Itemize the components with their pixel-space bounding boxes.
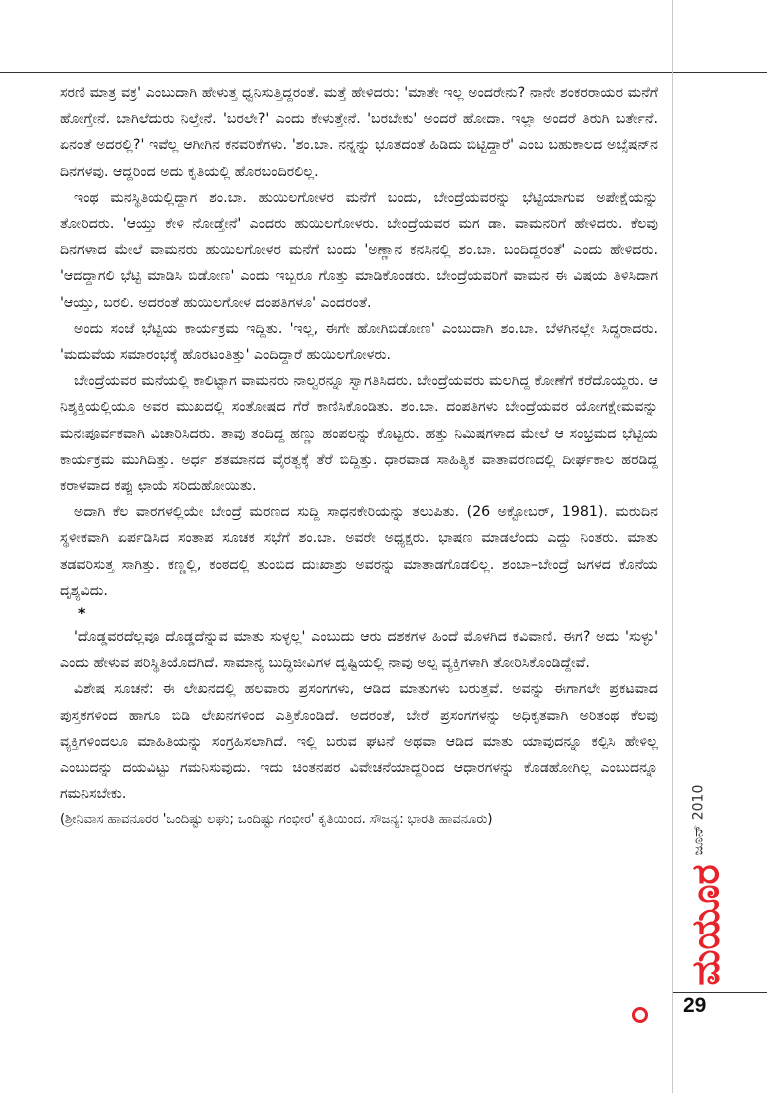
article-body [60, 80, 658, 834]
footer-rule [673, 992, 767, 993]
paragraph-5: ಅದಾಗಿ ಕೆಲ ವಾರಗಳಲ್ಲಿಯೇ ಬೇಂದ್ರೆ ಮರಣದ ಸುದ್ದಿ ಸಾಧನಕೇರಿಯನ್ನು ತಲುಪಿತು. (26 ಅಕ್ಟೋಬರ್, 1981). ಮರುದಿನ ಸ್ಥಳೀಕವಾಗಿ ಏರ್ಪಡಿಸಿದ ಸಂತಾಪ ಸೂಚಕ ಸಭೆಗೆ ಶಂ.ಬಾ. ಅವರೇ ಅಧ್ಯಕ್ಷರು. ಭಾಷಣ ಮಾಡಲೆಂದು ಎದ್ದು ನಿಂತರು. ಮಾತು ತಡವರಿಸುತ್ತ ಸಾಗಿತ್ತು. ಕಣ್ಣಲ್ಲಿ, ಕಂಠದಲ್ಲಿ ತುಂಬಿದ ದುಃಖಾಶ್ರು ಅವರನ್ನು ಮಾತಾಡಗೊಡಲಿಲ್ಲ. ಶಂಬಾ–ಬೇಂದ್ರೆ ಜಗಳದ ಕೊನೆಯ ದೃಶ್ಯವಿದು. [60, 504, 658, 599]
paragraph-4: ಬೇಂದ್ರೆಯವರ ಮನೆಯಲ್ಲಿ ಕಾಲಿಟ್ಟಾಗ ವಾಮನರು ನಾಲ್ವರನ್ನೂ ಸ್ವಾಗತಿಸಿದರು. ಬೇಂದ್ರೆಯವರು ಮಲಗಿದ್ದ ಕೋಣೆಗೆ ಕರೆದೊಯ್ದರು. ಆ ನಿಶ್ಶಕ್ತಿಯಲ್ಲಿಯೂ ಅವರ ಮುಖದಲ್ಲಿ ಸಂತೋಷದ ಗೆರೆ ಕಾಣಿಸಿಕೊಂಡಿತು. ಶಂ.ಬಾ. ದಂಪತಿಗಳು ಬೇಂದ್ರೆಯವರ ಯೋಗಕ್ಷೇಮವನ್ನು ಮನಃಪೂರ್ವಕವಾಗಿ ವಿಚಾರಿಸಿದರು. ತಾವು ತಂದಿದ್ದ ಹಣ್ಣು ಹಂಪಲನ್ನು ಕೊಟ್ಟರು. ಹತ್ತು ನಿಮಿಷಗಳಾದ ಮೇಲೆ ಆ ಸಂಭ್ರಮದ ಭೆಟ್ಟಿಯ ಕಾರ್ಯಕ್ರಮ ಮುಗಿದಿತ್ತು. ಅರ್ಧ ಶತಮಾನದ ವೈರತ್ವಕ್ಕೆ ತೆರೆ ಬಿದ್ದಿತ್ತು. ಧಾರವಾಡ ಸಾಹಿತ್ಯಿಕ ವಾತಾವರಣದಲ್ಲಿ ದೀರ್ಘಕಾಲ ಹರಡಿದ್ದ ಕರಾಳವಾದ ಕಪ್ಪು ಛಾಯೆ ಸರಿದುಹೋಯಿತು. [60, 373, 658, 495]
sidebar-divider [672, 0, 673, 1093]
magazine-name: ಮಯೂರ [683, 864, 728, 986]
top-rule [0, 72, 767, 73]
source-credit: (ಶ್ರೀನಿವಾಸ ಹಾವನೂರರ 'ಒಂದಿಷ್ಟು ಲಘು; ಒಂದಿಷ್ಟು ಗಂಭೀರ' ಕೃತಿಯಿಂದ. ಸೌಜನ್ಯ: ಭಾರತಿ ಹಾವನೂರು) [60, 812, 493, 828]
issue-date [673, 760, 723, 880]
magazine-logo [683, 864, 728, 986]
paragraph-2: ಇಂಥ ಮನಸ್ಥಿತಿಯಲ್ಲಿದ್ದಾಗ ಶಂ.ಬಾ. ಹುಯಿಲಗೋಳರ ಮನೆಗೆ ಬಂದು, ಬೇಂದ್ರೆಯವರನ್ನು ಭೆಟ್ಟಿಯಾಗುವ ಅಪೇಕ್ಷೆಯನ್ನು ತೋರಿದರು. 'ಆಯ್ತು ಕೇಳಿ ನೋಡ್ತೇನೆ' ಎಂದರು ಹುಯಿಲಗೋಳರು. ಬೇಂದ್ರೆಯವರ ಮಗ ಡಾ. ವಾಮನರಿಗೆ ಹೇಳಿದರು. ಕೆಲವು ದಿನಗಳಾದ ಮೇಲೆ ವಾಮನರು ಹುಯಿಲಗೋಳರ ಮನೆಗೆ ಬಂದು 'ಅಣ್ಣಾನ ಕನಸಿನಲ್ಲಿ ಶಂ.ಬಾ. ಬಂದಿದ್ದರಂತೆ' ಎಂದು ಹೇಳಿದರು. 'ಆದದ್ದಾಗಲಿ ಭೆಟ್ಟಿ ಮಾಡಿಸಿ ಬಿಡೋಣ' ಎಂದು ಇಬ್ಬರೂ ಗೊತ್ತು ಮಾಡಿಕೊಂಡರು. ಬೇಂದ್ರೆಯವರಿಗೆ ವಾಮನ ಈ ವಿಷಯ ತಿಳಿಸಿದಾಗ 'ಆಯ್ತು, ಬರಲಿ. ಅದರಂತೆ ಹುಯಿಲಗೋಳ ದಂಪತಿಗಳೂ' ಎಂದರಂತೆ. [60, 189, 658, 311]
paragraph-6: 'ದೊಡ್ಡವರದೆಲ್ಲವೂ ದೊಡ್ಡದೆನ್ನುವ ಮಾತು ಸುಳ್ಳಲ್ಲ' ಎಂಬುದು ಆರು ದಶಕಗಳ ಹಿಂದೆ ಮೊಳಗಿದ ಕವಿವಾಣಿ. ಈಗ? ಅದು 'ಸುಳ್ಳು' ಎಂದು ಹೇಳುವ ಪರಿಸ್ಥಿತಿಯೊದಗಿದೆ. ಸಾಮಾನ್ಯ ಬುದ್ಧಿಜೀವಿಗಳ ದೃಷ್ಟಿಯಲ್ಲಿ ನಾವು ಅಲ್ಪ ವ್ಯಕ್ತಿಗಳಾಗಿ ತೋರಿಸಿಕೊಂಡಿದ್ದೇವೆ. [60, 629, 658, 672]
paragraph-3: ಅಂದು ಸಂಜೆ ಭೆಟ್ಟಿಯ ಕಾರ್ಯಕ್ರಮ ಇದ್ದಿತು. 'ಇಲ್ಲ, ಈಗೇ ಹೋಗಿಬಿಡೋಣ' ಎಂಬುದಾಗಿ ಶಂ.ಬಾ. ಬೆಳಗಿನಲ್ಲೇ ಸಿದ್ಧರಾದರು. 'ಮದುವೆಯ ಸಮಾರಂಭಕ್ಕೆ ಹೊರಟಂತಿತ್ತು' ಎಂದಿದ್ದಾರೆ ಹುಯಿಲಗೋಳರು. [60, 320, 658, 364]
section-separator: * [78, 606, 86, 623]
special-note: ವಿಶೇಷ ಸೂಚನೆ: ಈ ಲೇಖನದಲ್ಲಿ ಹಲವಾರು ಪ್ರಸಂಗಗಳು, ಆಡಿದ ಮಾತುಗಳು ಬರುತ್ತವೆ. ಅವನ್ನು ಈಗಾಗಲೇ ಪ್ರಕಟವಾದ ಪುಸ್ತಕಗಳಿಂದ ಹಾಗೂ ಬಿಡಿ ಲೇಖನಗಳಿಂದ ಎತ್ತಿಕೊಂಡಿದೆ. ಅದರಂತೆ, ಬೇರೆ ಪ್ರಸಂಗಗಳನ್ನು ಅಧಿಕೃತವಾಗಿ ಅರಿತಂಥ ಕೆಲವು ವ್ಯಕ್ತಿಗಳಿಂದಲೂ ಮಾಹಿತಿಯನ್ನು ಸಂಗ್ರಹಿಸಲಾಗಿದೆ. ಇಲ್ಲಿ ಬರುವ ಘಟನೆ ಅಥವಾ ಆಡಿದ ಮಾತು ಯಾವುದನ್ನೂ ಕಲ್ಪಿಸಿ ಹೇಳಿಲ್ಲ ಎಂಬುದನ್ನು ದಯವಿಟ್ಟು ಗಮನಿಸುವುದು. ಇದು ಚಿಂತನಪರ ವಿವೇಚನೆಯಾದ್ದರಿಂದ ಆಧಾರಗಳನ್ನು ಕೊಡಹೋಗಿಲ್ಲ ಎಂಬುದನ್ನೂ ಗಮನಿಸಬೇಕು. [60, 681, 658, 803]
page-number: 29 [683, 994, 707, 1017]
issue-date-text: ಜೂನ್ 2010 [690, 784, 706, 856]
paragraph-1: ಸರಣಿ ಮಾತ್ರ ವಕ್ರ' ಎಂಬುದಾಗಿ ಹೇಳುತ್ತ ಧ್ವನಿಸುತ್ತಿದ್ದರಂತೆ. ಮತ್ತೆ ಹೇಳಿದರು: 'ಮಾತೇ ಇಲ್ಲ ಅಂದರೇನು? ನಾನೇ ಶಂಕರರಾಯರ ಮನೆಗೆ ಹೋಗ್ತೇನೆ. ಬಾಗಿಲೆದುರು ನಿಲ್ತೇನೆ. 'ಬರಲೇ?' ಎಂದು ಕೇಳುತ್ತೇನೆ. 'ಬರಬೇಕು' ಅಂದರೆ ಹೋದಾ. ಇಲ್ಲಾ ಅಂದರೆ ತಿರುಗಿ ಬರ್ತೇನೆ. ಏನಂತೆ ಅದರಲ್ಲಿ?' ಇವೆಲ್ಲ ಆಗೀಗಿನ ಕನವರಿಕೆಗಳು. 'ಶಂ.ಬಾ. ನನ್ನನ್ನು ಭೂತದಂತೆ ಹಿಡಿದು ಬಿಟ್ಟಿದ್ದಾರೆ' ಎಂಬ ಬಹುಕಾಲದ ಅಬ್ಸೆಷನ್‌ನ ದಿನಗಳವು. ಆದ್ದರಿಂದ ಅದು ಕೃತಿಯಲ್ಲಿ ಹೊರಬಂದಿರಲಿಲ್ಲ. [60, 85, 658, 180]
circle-icon [632, 1007, 648, 1023]
